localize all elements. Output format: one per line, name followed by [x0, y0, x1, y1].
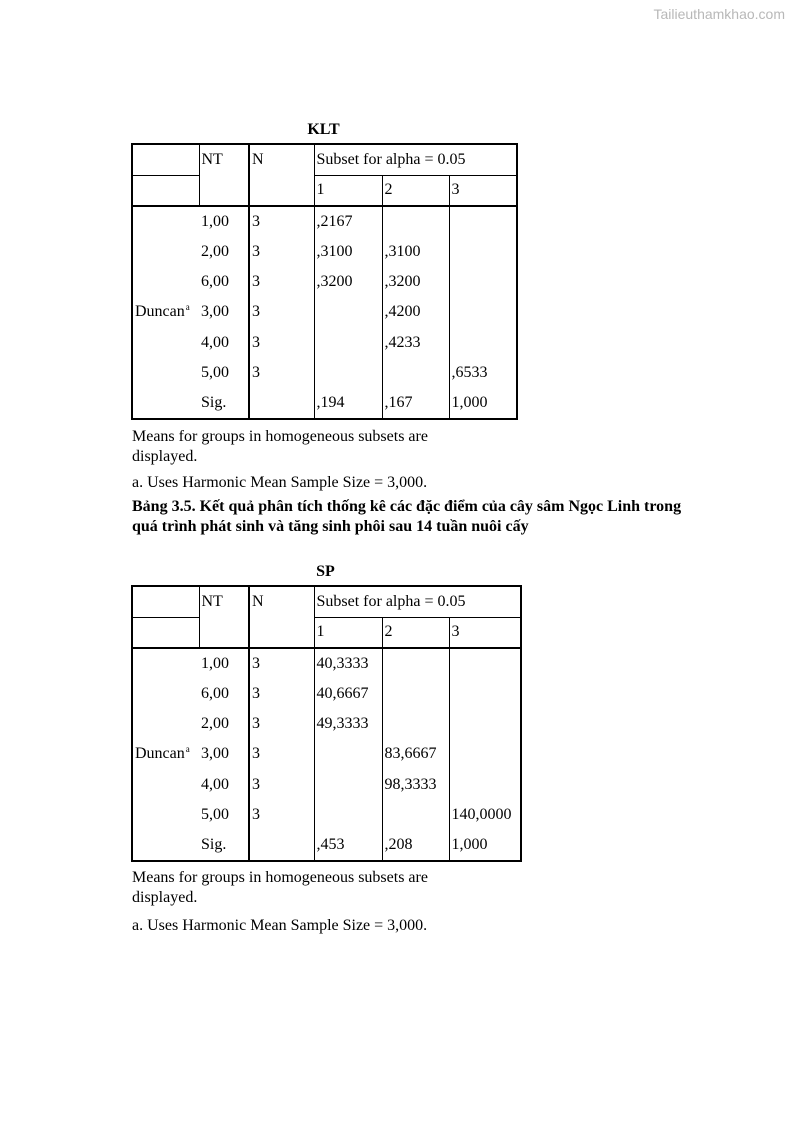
header-corner-cell — [132, 586, 199, 617]
klt-footnote: a. Uses Harmonic Mean Sample Size = 3,000. — [132, 474, 428, 491]
nt-cell: 5,00 — [199, 358, 249, 388]
table-title-klt: KLT — [307, 121, 340, 138]
header-row — [132, 175, 517, 206]
nt-cell: 1,00 — [199, 206, 249, 236]
subset-3-cell: 1,000 — [451, 836, 488, 854]
nt-cell: 4,00 — [199, 328, 249, 358]
n-cell: 3 — [249, 678, 314, 708]
nt-cell: Sig. — [199, 388, 249, 418]
subset-2-cell: ,3100 — [382, 236, 449, 266]
subset-1-cell: 40,3333 — [314, 648, 382, 678]
subset-1-cell — [314, 800, 382, 830]
method-cell — [132, 206, 199, 419]
subset-1-cell: 49,3333 — [314, 709, 382, 739]
n-cell: 3 — [249, 297, 314, 327]
header-subset-1: 1 — [314, 617, 382, 648]
subset-2-cell — [382, 206, 449, 236]
subset-1-cell: ,2167 — [314, 206, 382, 236]
subset-1-cell: ,453 — [314, 830, 382, 860]
table-caption-line: quá trình phát sinh và tăng sinh phôi sau 14 tuần nuôi cấy — [132, 518, 529, 535]
sp-table — [131, 585, 522, 862]
n-cell: 3 — [249, 709, 314, 739]
nt-cell: 4,00 — [199, 770, 249, 800]
subset-3-cell — [449, 267, 517, 297]
header-corner-cell — [132, 175, 199, 206]
nt-cell: 2,00 — [199, 709, 249, 739]
subset-1-cell: 40,6667 — [314, 678, 382, 708]
subset-2-cell — [382, 800, 449, 830]
nt-cell: 6,00 — [199, 267, 249, 297]
method-label: Duncan — [135, 745, 185, 763]
method-label: Duncan — [135, 303, 185, 321]
subset-1-cell — [314, 297, 382, 327]
subset-3-cell — [449, 206, 517, 236]
subset-3-cell — [449, 678, 521, 708]
nt-cell: Sig. — [199, 830, 249, 860]
subset-3-cell — [449, 297, 517, 327]
sp-note-line: Means for groups in homogeneous subsets are — [132, 869, 428, 886]
header-n: N — [249, 144, 314, 206]
n-cell: 3 — [249, 328, 314, 358]
table-row — [132, 648, 521, 678]
header-subset-3: 3 — [449, 175, 517, 206]
subset-2-cell: 98,3333 — [382, 770, 449, 800]
sp-note-line: displayed. — [132, 889, 198, 906]
sp-footnote: a. Uses Harmonic Mean Sample Size = 3,000. — [132, 917, 428, 934]
subset-2-cell: 83,6667 — [382, 739, 449, 769]
header-subset-1: 1 — [314, 175, 382, 206]
subset-1-cell — [314, 358, 382, 388]
subset-3-cell: ,6533 — [451, 364, 488, 382]
subset-1-cell — [314, 770, 382, 800]
n-cell: 3 — [249, 206, 314, 236]
subset-2-cell — [382, 678, 449, 708]
subset-3-cell — [449, 770, 521, 800]
header-row — [132, 617, 521, 648]
n-cell — [249, 388, 314, 418]
header-subset-2: 2 — [382, 617, 449, 648]
n-cell: 3 — [249, 648, 314, 678]
header-subset-2: 2 — [382, 175, 449, 206]
nt-cell: 5,00 — [199, 800, 249, 830]
subset-2-cell — [382, 648, 449, 678]
subset-3-cell — [449, 709, 521, 739]
subset-2-cell: ,3200 — [382, 267, 449, 297]
subset-2-cell: ,4200 — [382, 297, 449, 327]
method-footnote-marker: a — [185, 744, 190, 755]
header-subset: Subset for alpha = 0.05 — [314, 586, 521, 617]
nt-cell: 1,00 — [199, 648, 249, 678]
klt-note-line: displayed. — [132, 448, 198, 465]
method-cell — [132, 648, 199, 861]
n-cell: 3 — [249, 770, 314, 800]
header-corner-cell — [132, 144, 199, 175]
subset-1-cell: ,3100 — [314, 236, 382, 266]
subset-1-cell: ,3200 — [314, 267, 382, 297]
watermark: Tailieuthamkhao.com — [653, 6, 785, 22]
header-corner-cell — [132, 617, 199, 648]
header-subset: Subset for alpha = 0.05 — [314, 144, 517, 175]
klt-table — [131, 143, 518, 420]
table-caption-line: Bảng 3.5. Kết quả phân tích thống kê các đặc điểm của cây sâm Ngọc Linh trong — [132, 498, 682, 515]
nt-cell: 6,00 — [199, 678, 249, 708]
nt-cell: 2,00 — [199, 236, 249, 266]
subset-3-cell — [449, 648, 521, 678]
header-row — [132, 144, 517, 175]
subset-2-cell — [382, 709, 449, 739]
nt-cell: 3,00 — [199, 297, 249, 327]
subset-2-cell: ,4233 — [382, 328, 449, 358]
subset-2-cell: ,167 — [382, 388, 449, 418]
n-cell: 3 — [249, 267, 314, 297]
subset-3-cell — [449, 236, 517, 266]
subset-1-cell — [314, 739, 382, 769]
subset-2-cell — [382, 358, 449, 388]
n-cell: 3 — [249, 236, 314, 266]
subset-1-cell — [314, 328, 382, 358]
n-cell — [249, 830, 314, 860]
table-row — [132, 206, 517, 236]
header-row — [132, 586, 521, 617]
n-cell: 3 — [249, 800, 314, 830]
subset-3-cell: 140,0000 — [451, 806, 512, 824]
header-n: N — [249, 586, 314, 648]
n-cell: 3 — [249, 358, 314, 388]
klt-note-line: Means for groups in homogeneous subsets are — [132, 428, 428, 445]
subset-3-cell: 1,000 — [451, 394, 488, 412]
n-cell: 3 — [249, 739, 314, 769]
header-subset-3: 3 — [449, 617, 521, 648]
subset-3-cell — [449, 328, 517, 358]
subset-1-cell: ,194 — [314, 388, 382, 418]
nt-cell: 3,00 — [199, 739, 249, 769]
subset-3-cell — [449, 739, 521, 769]
header-nt: NT — [199, 144, 249, 206]
subset-2-cell: ,208 — [382, 830, 449, 860]
method-footnote-marker: a — [185, 302, 190, 313]
table-title-sp: SP — [316, 563, 335, 580]
header-nt: NT — [199, 586, 249, 648]
